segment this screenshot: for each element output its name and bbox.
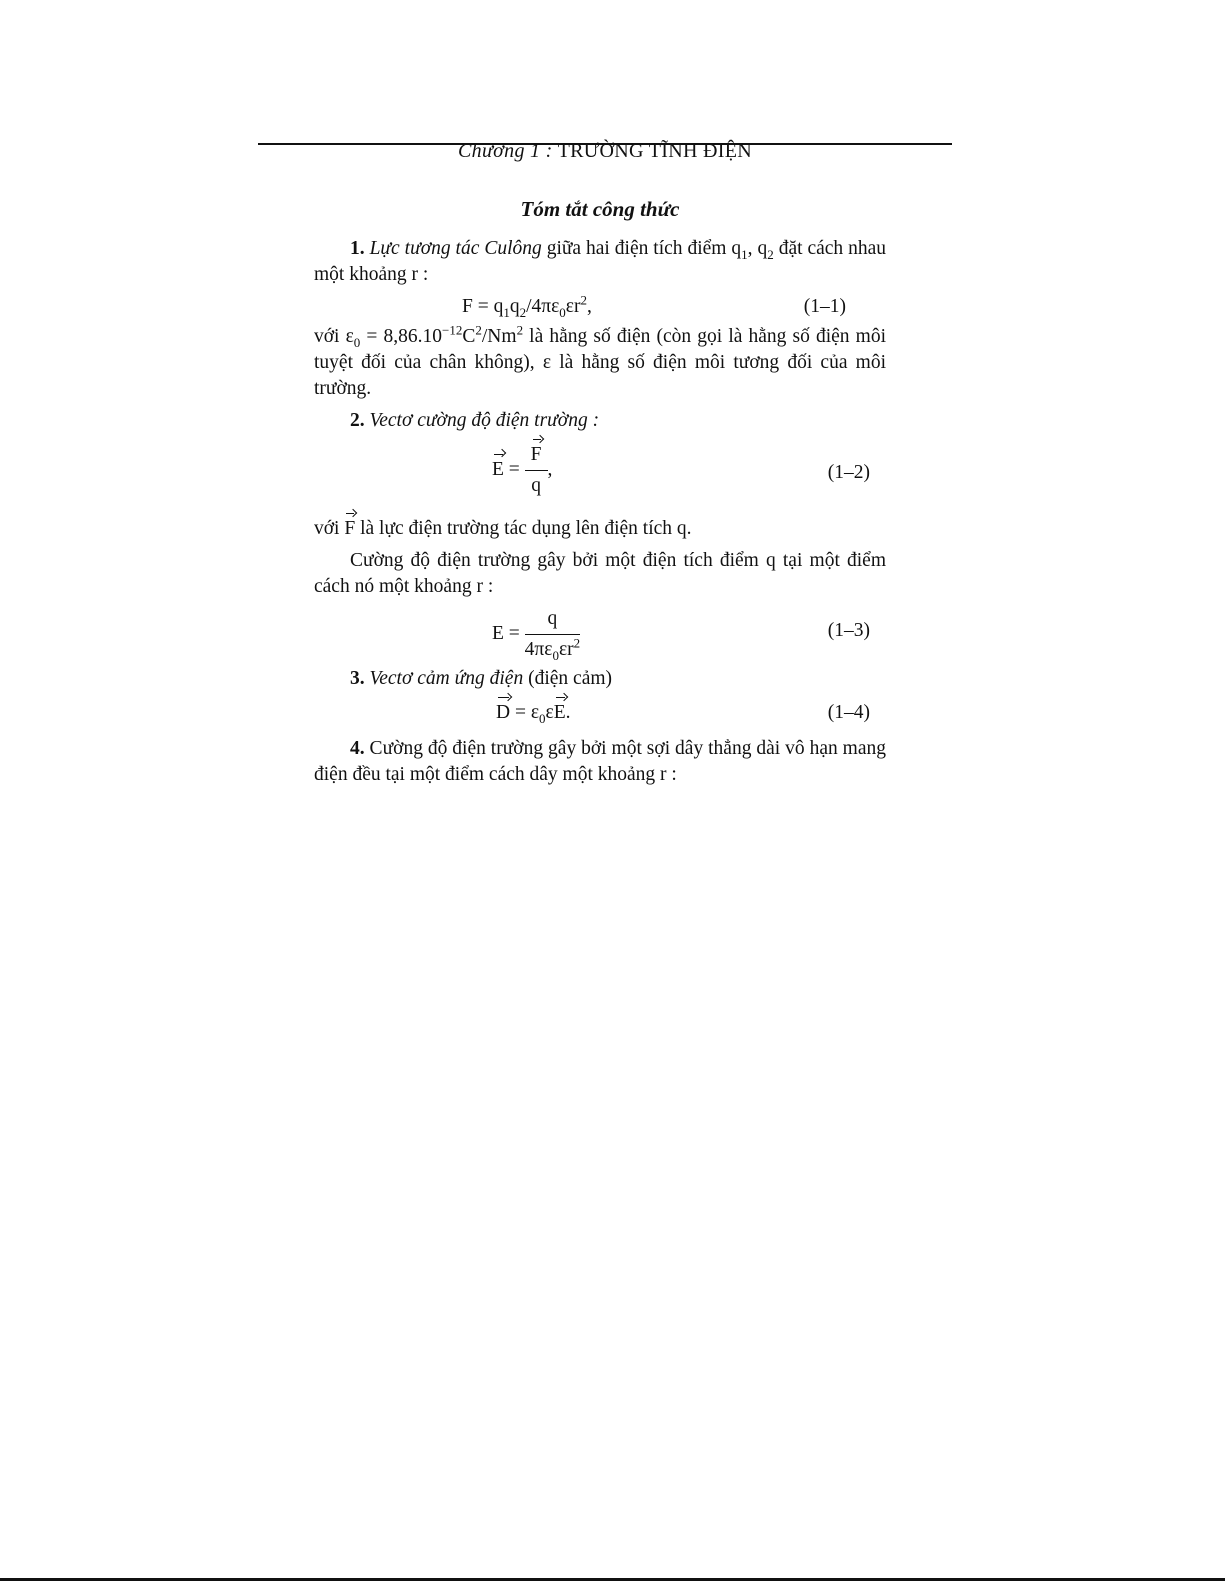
item-1-text-a: giữa hai điện tích điểm q <box>541 238 742 259</box>
item-1-term: Lực tương tác Culông <box>369 238 542 259</box>
point-charge-paragraph: Cường độ điện trường gây bởi một điện tích điểm q tại một điểm cách nó một khoảng r : <box>314 550 886 597</box>
page-bottom-rule <box>0 1578 1225 1581</box>
item-4-number: 4. <box>350 738 365 759</box>
equation-2-row <box>314 434 886 510</box>
page-content <box>314 196 886 788</box>
epsilon-unit-nm: /Nm <box>481 326 517 347</box>
equation-3: E = $\frac{q}{4\pi\varepsilon_0\varepsilon r^2}$ <box>492 608 581 663</box>
item-2-term: Vectơ cường độ điện trường : <box>369 410 600 431</box>
equation-4-row <box>314 692 886 730</box>
item-1-number: 1. <box>350 238 365 259</box>
force-note-before: với <box>314 518 345 539</box>
equation-4-number: (1–4) <box>827 702 870 723</box>
item-3-paragraph <box>314 666 886 692</box>
epsilon-note: với $\varepsilon_0 = 8,86.10^{-12}C^2/Nm^2$ là hằng số điện (còn gọi là hằng số điện môi tuyệt đối của chân không), ε là hằng số điện môi tương đối của môi trường. <box>314 322 887 399</box>
equation-3-number: (1–3) <box>827 620 870 641</box>
item-4-text: Cường độ điện trường gây bởi một sợi dây thẳng dài vô hạn mang điện đều tại một điểm cách dây một khoảng r : <box>314 738 886 785</box>
equation-2: E = $\frac{F}{q}$ , <box>492 444 553 496</box>
epsilon-exponent: −12 <box>442 322 463 338</box>
item-1-paragraph: 1. Lực tương tác Culông giữa hai điện tích điểm $q_1$, $q_2$ đặt cách nhau một khoảng r : <box>314 238 887 285</box>
item-4-paragraph <box>314 736 886 788</box>
item-3-term: Vectơ cảm ứng điện <box>369 668 524 689</box>
item-1-text-b: đặt cách nhau một khoảng r : <box>314 238 887 285</box>
chapter-prefix: Chương 1 : <box>458 140 553 162</box>
section-title: Tóm tắt công thức <box>520 197 680 221</box>
running-header <box>258 140 952 163</box>
epsilon-unit-c: C <box>462 326 476 347</box>
force-note <box>314 516 886 542</box>
equation-3-row <box>314 600 886 666</box>
equation-4: $D = \varepsilon_0\varepsilon E$. <box>496 702 571 726</box>
item-3-number: 3. <box>350 668 365 689</box>
equation-1: $F = q_1q_2/4\pi\varepsilon_0\varepsilon r^2$, <box>462 292 592 320</box>
force-note-after: là lực điện trường tác dụng lên điện tích q. <box>355 518 692 539</box>
equation-1-row <box>314 288 886 322</box>
epsilon-value: = 8,86.10 <box>360 326 443 347</box>
chapter-title: TRƯỜNG TĨNH ĐIỆN <box>557 140 752 162</box>
equation-1-number: (1–1) <box>803 296 846 317</box>
item-2-number: 2. <box>350 410 365 431</box>
item-3-rest: (điện cảm) <box>523 668 613 689</box>
epsilon-note-before: với ε <box>314 326 354 347</box>
item-2-paragraph <box>314 408 886 434</box>
force-vector: F <box>344 516 355 542</box>
equation-2-number: (1–2) <box>827 462 870 483</box>
epsilon-note-rest: là hằng số điện (còn gọi là hằng số điện môi tuyệt đối của chân không), ε là hằng số điện môi tương đối của môi trường. <box>314 326 887 399</box>
